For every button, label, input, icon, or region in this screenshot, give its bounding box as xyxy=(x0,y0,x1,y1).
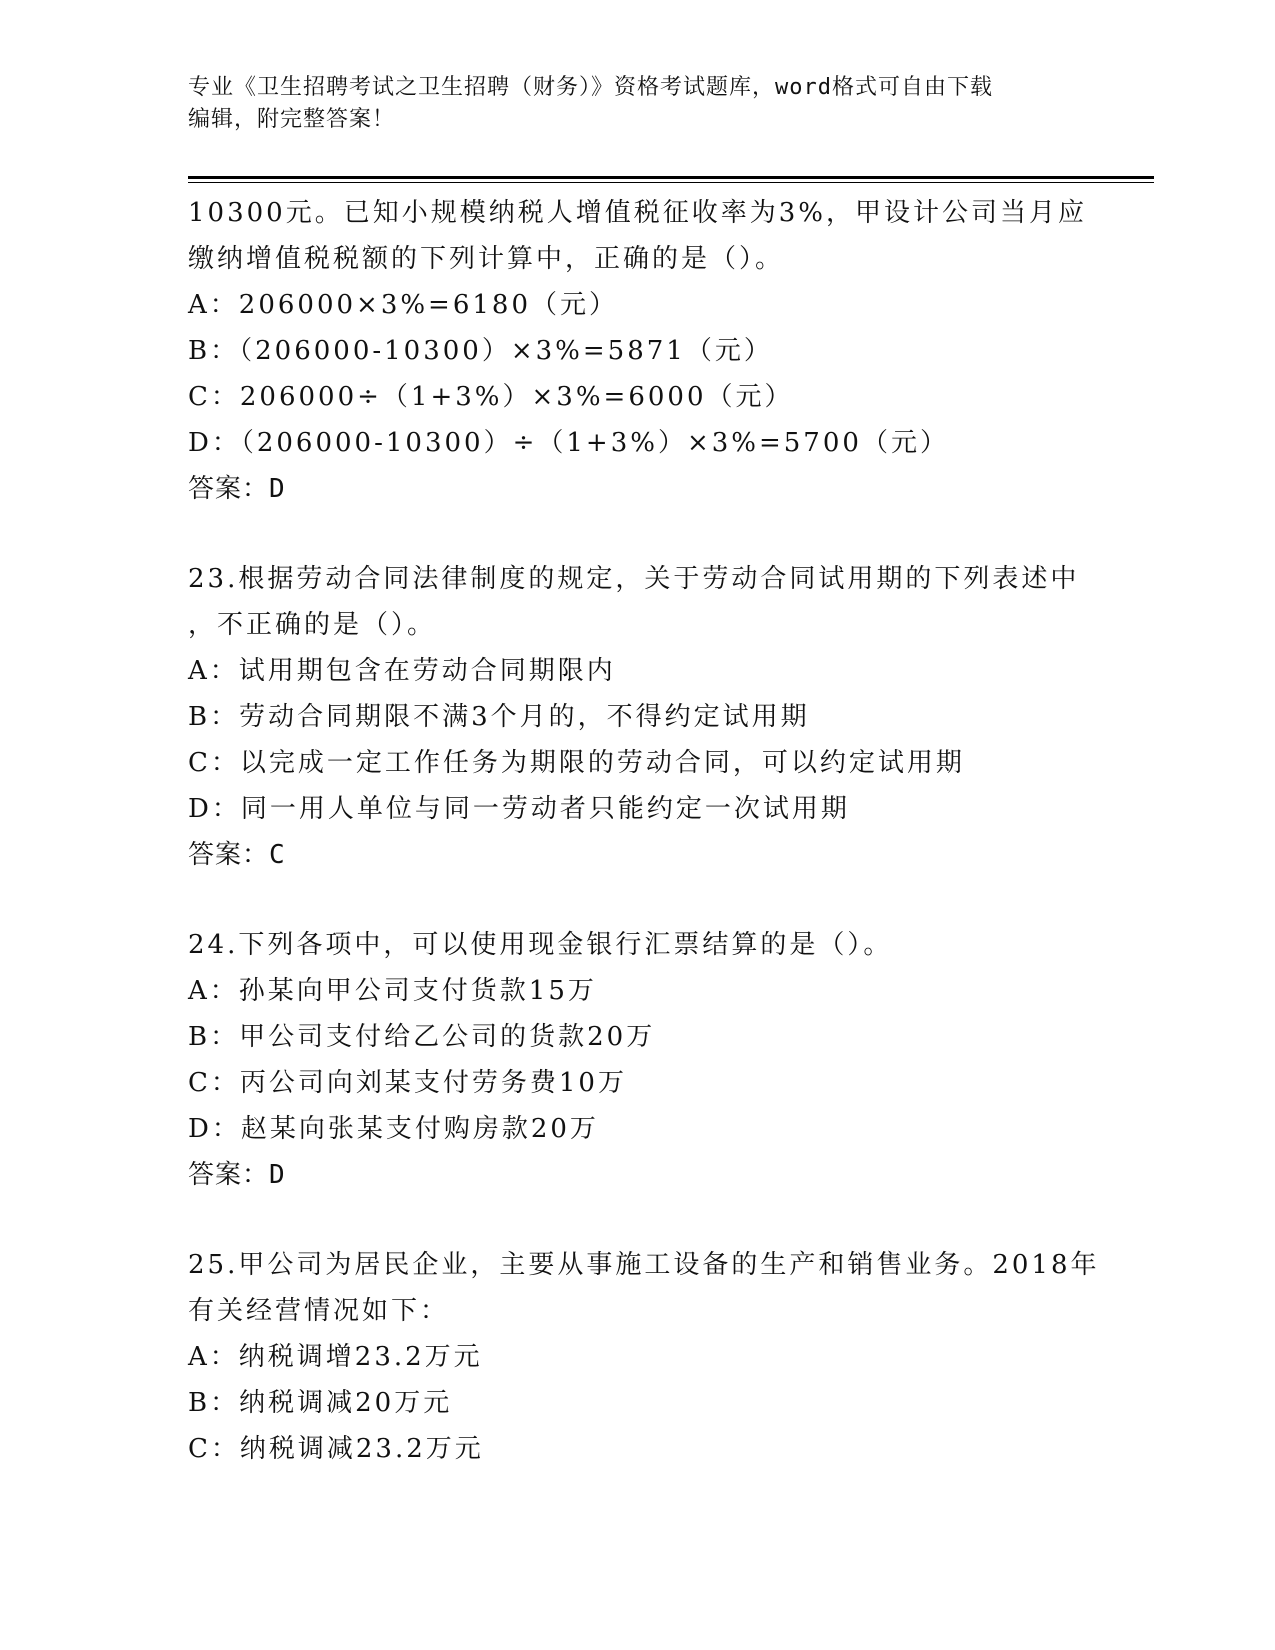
question-24-option-a: A：孙某向甲公司支付货款15万 xyxy=(188,976,597,1006)
header-divider-thin xyxy=(188,182,1154,183)
question-24-option-b: B：甲公司支付给乙公司的货款20万 xyxy=(188,1022,656,1052)
question-23-answer: 答案：C xyxy=(188,840,286,870)
question-22-option-a: A：206000×3%=6180（元） xyxy=(188,290,619,320)
question-23-option-d: D：同一用人单位与同一劳动者只能约定一次试用期 xyxy=(188,794,850,824)
question-23-text-line-1: 23.根据劳动合同法律制度的规定，关于劳动合同试用期的下列表述中 xyxy=(188,564,1080,594)
question-23-option-c: C：以完成一定工作任务为期限的劳动合同，可以约定试用期 xyxy=(188,748,965,778)
question-25-option-a: A：纳税调增23.2万元 xyxy=(188,1342,483,1372)
question-22-answer: 答案：D xyxy=(188,474,286,504)
question-22-option-b: B：（206000-10300）×3%=5871（元） xyxy=(188,336,773,366)
question-23-option-b: B：劳动合同期限不满3个月的，不得约定试用期 xyxy=(188,702,810,732)
header-line-2: 编辑，附完整答案！ xyxy=(188,107,396,132)
question-22-text-line-1: 10300元。已知小规模纳税人增值税征收率为3%，甲设计公司当月应 xyxy=(188,198,1087,228)
question-22-text-line-2: 缴纳增值税税额的下列计算中，正确的是（）。 xyxy=(188,244,785,274)
question-24-answer: 答案：D xyxy=(188,1160,286,1190)
question-25-text-line-2: 有关经营情况如下： xyxy=(188,1296,450,1326)
question-22 xyxy=(188,190,1088,512)
header-line-1: 专业《卫生招聘考试之卫生招聘（财务）》资格考试题库，word格式可自由下载 xyxy=(188,75,993,100)
question-22-option-c: C：206000÷（1+3%）×3%=6000（元） xyxy=(188,382,794,412)
question-23-text-line-2: ，不正确的是（）。 xyxy=(188,610,437,640)
document-body xyxy=(188,190,1100,1472)
question-24-option-c: C：丙公司向刘某支付劳务费10万 xyxy=(188,1068,627,1098)
question-23-option-a: A：试用期包含在劳动合同期限内 xyxy=(188,656,616,686)
question-23 xyxy=(188,556,1088,878)
question-25-option-b: B：纳税调减20万元 xyxy=(188,1388,453,1418)
header-divider-thick xyxy=(188,176,1154,179)
question-22-option-d: D：（206000-10300）÷（1+3%）×3%=5700（元） xyxy=(188,428,949,458)
question-25 xyxy=(188,1242,1100,1472)
document-header xyxy=(188,72,1088,136)
question-25-text-line-1: 25.甲公司为居民企业，主要从事施工设备的生产和销售业务。2018年 xyxy=(188,1250,1100,1280)
question-25-option-c: C：纳税调减23.2万元 xyxy=(188,1434,484,1464)
question-24 xyxy=(188,922,1088,1198)
question-24-text-line-1: 24.下列各项中，可以使用现金银行汇票结算的是（）。 xyxy=(188,930,893,960)
question-24-option-d: D：赵某向张某支付购房款20万 xyxy=(188,1114,599,1144)
